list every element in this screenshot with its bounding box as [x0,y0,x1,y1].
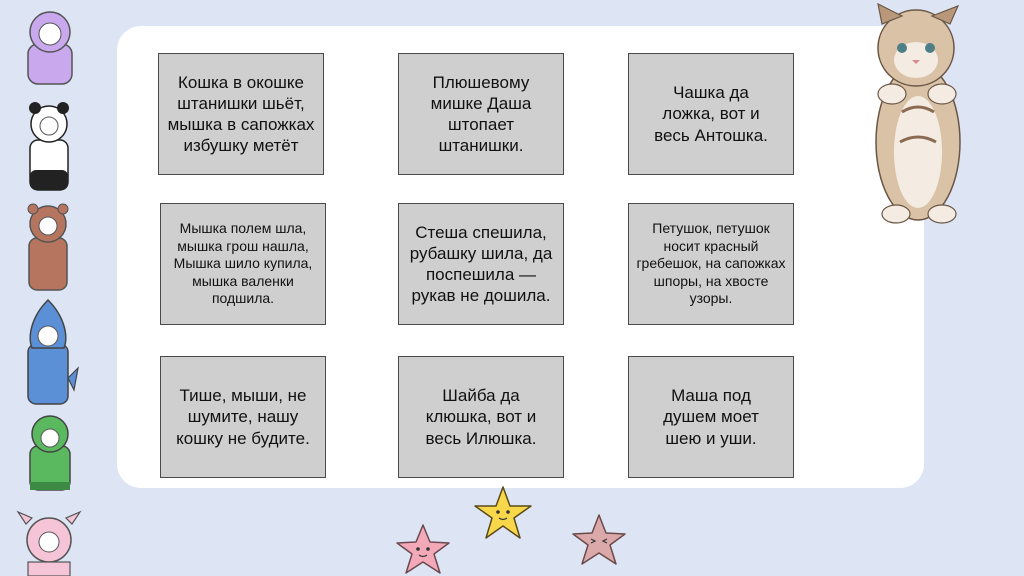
card-text: Шайба да клюшка, вот и весь Илюшка. [425,386,537,448]
tongue-twister-card[interactable] [160,356,326,478]
kitten-icon [862,2,970,228]
pig-hoodie-animal-icon [14,506,84,576]
tongue-twister-card[interactable] [628,53,794,175]
card-text: Мышка полем шла, мышка грош нашла, Мышка шило купила, мышка валенки подшила. [173,220,313,307]
tongue-twister-card[interactable] [398,356,564,478]
bear-hoodie-animal-icon [24,202,72,292]
dinosaur-hoodie-animal-icon [26,412,78,492]
mauve-star-icon [570,512,628,568]
panda-hoodie-animal-icon [26,100,72,192]
pink-star-icon [394,522,452,576]
card-text: Тише, мыши, не шумите, нашу кошку не будите. [176,386,310,448]
tongue-twister-card[interactable] [160,203,326,325]
tongue-twister-card[interactable] [398,203,564,325]
tongue-twister-card[interactable] [158,53,324,175]
card-text: Стеша спешила, рубашку шила, да поспешила — рукав не дошила. [409,222,553,306]
card-text: Плюшевому мишке Даша штопает штанишки. [430,72,532,156]
card-text: Кошка в окошке штанишки шьёт, мышка в сапожках избушку метёт [167,72,315,156]
tongue-twister-card[interactable] [628,203,794,325]
purple-hoodie-animal-icon [22,6,78,86]
tongue-twister-card[interactable] [398,53,564,175]
yellow-star-icon [472,484,534,542]
card-text: Петушок, петушок носит красный гребешок, на сапожках шпоры, на хвосте узоры. [636,220,786,307]
tongue-twister-card[interactable] [628,356,794,478]
shark-hoodie-animal-icon [24,298,80,406]
card-text: Чашка да ложка, вот и весь Антошка. [654,83,768,145]
card-text: Маша под душем моет шею и уши. [663,386,759,448]
